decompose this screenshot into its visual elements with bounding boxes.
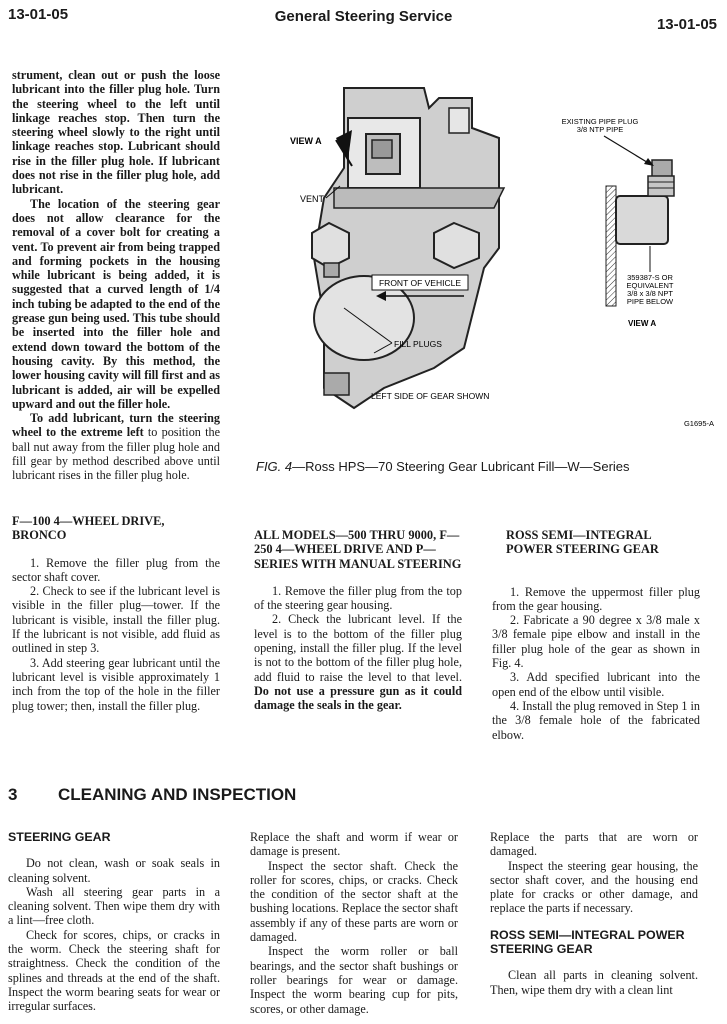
left-side-label: LEFT SIDE OF GEAR SHOWN <box>371 391 490 401</box>
paragraph: Replace the shaft and worm if wear or damage is present. <box>250 830 458 859</box>
steering-gear-heading: STEERING GEAR <box>8 830 111 844</box>
figure-code: G1695-A <box>683 419 714 428</box>
paragraph <box>12 411 220 482</box>
equivalent-label: EQUIVALENT <box>626 281 674 290</box>
npt-label: 3/8 x 3/8 NPT <box>627 289 673 298</box>
all-models-section <box>254 528 462 713</box>
step <box>254 612 462 712</box>
paragraph: Clean all parts in cleaning solvent. Then, wipe them dry with a clean lint <box>490 968 698 997</box>
steering-gear-figure <box>244 68 719 460</box>
step: 1. Remove the filler plug from the top of the steering gear housing. <box>254 583 462 613</box>
cleaning-column-1 <box>8 830 220 1014</box>
paragraph: Inspect the worm roller or ball bearings, and the sector shaft bushings or roller bearings for wear or damage. Inspect the worm bearing cup for pits, scores, or other damage. <box>250 944 458 1016</box>
page-header <box>0 0 727 46</box>
text: 2. Check the lubricant level. If the level is to the bottom of the filler plug opening, install the filler plug. If the level is not to the bottom of the filler plug hole, add fluid to raise the level to that level. <box>254 612 462 684</box>
step: 4. Install the plug removed in Step 1 in the 3/8 female hole of the fabricated elbow. <box>492 698 700 742</box>
figure-number: FIG. 4 <box>256 459 293 474</box>
f100-heading: F—100 4—WHEEL DRIVE, BRONCO <box>12 514 165 543</box>
page-title: General Steering Service <box>274 8 453 25</box>
pipe-below-label: PIPE BELOW <box>626 297 674 306</box>
paragraph: Check for scores, chips, or cracks in the worm. Check the steering shaft for straightness. Check the condition of the splines and threads at the end of the shaft. Inspect the worm bearing seats for wear or irregular surfaces. <box>8 927 220 1014</box>
step: 1. Remove the filler plug from the sector shaft cover. <box>12 555 220 584</box>
part-number-label: 359387-S OR <box>627 273 673 282</box>
section-number: 3 <box>8 785 18 804</box>
cleaning-column-2 <box>250 830 458 1016</box>
ross-heading: ROSS SEMI—INTEGRAL POWER STEERING GEAR <box>506 528 659 557</box>
step: 3. Add specified lubricant into the open end of the elbow until visible. <box>492 670 700 699</box>
front-of-vehicle-label: FRONT OF VEHICLE <box>378 278 462 288</box>
pipe-size-label: 3/8 NTP PIPE <box>576 125 624 134</box>
section-title: CLEANING AND INSPECTION <box>58 785 297 804</box>
view-a-detail-label: VIEW A <box>628 319 657 328</box>
page-number-right: 13-01-05 <box>656 16 717 33</box>
f100-section <box>12 514 220 713</box>
paragraph: Replace the parts that are worn or damaged. <box>490 830 698 859</box>
cleaning-column-3 <box>490 830 698 997</box>
column-1-top <box>12 68 220 483</box>
caption-text: —Ross HPS—70 Steering Gear Lubricant Fill—W—Series <box>292 459 630 474</box>
paragraph: Wash all steering gear parts in a cleaning solvent. Then wipe them dry with a lint—free cloth. <box>8 884 220 928</box>
step: 1. Remove the uppermost filler plug from the gear housing. <box>492 584 700 613</box>
step: 2. Check to see if the lubricant level is visible in the filler plug—tower. If the lubricant is visible, install the filler plug. If the lubricant is not visible, add fluid as outlined in step 3. <box>12 584 220 656</box>
paragraph: Inspect the sector shaft. Check the roller for scores, chips, or cracks. Check the condition of the sector shaft at the bushing locations. Replace the sector shaft assembly if any of these parts are worn or damaged. <box>250 858 458 945</box>
step: 2. Fabricate a 90 degree x 3/8 male x 3/8 female pipe elbow and install in the filler plug hole of the gear as shown in Fig. 4. <box>492 613 700 671</box>
ross-section <box>492 528 700 742</box>
figure-drawing <box>244 68 719 460</box>
bold-text: To add lubricant, turn the steering wheel to the extreme left <box>12 411 220 440</box>
step: 3. Add steering gear lubricant until the lubricant level is visible approximately 1 inch from the top of the hole in the filler plug tower; then, install the filler plug. <box>12 655 220 713</box>
all-models-heading: ALL MODELS—500 THRU 9000, F—250 4—WHEEL DRIVE AND P—SERIES WITH MANUAL STEERING <box>254 528 462 571</box>
paragraph: Do not clean, wash or soak seals in cleaning solvent. <box>8 856 220 885</box>
fill-plugs-label: FILL PLUGS <box>394 339 442 349</box>
warning-text: Do not use a pressure gun as it could damage the seals in the gear. <box>254 683 462 713</box>
view-a-label: VIEW A <box>290 136 322 146</box>
paragraph: The location of the steering gear does not allow clearance for the removal of a cover bolt for creating a vent. To prevent air from being trapped and forming pockets in the housing while lubricant is being added, it is suggested that a curved length of 1/4 inch tubing be adapted to the end of the grease gun being used. This tube should be inserted into the filler hole and extend down toward the bottom of the housing cavity. By this method, the lower housing cavity will fill first and as lubricant is added, air will be expelled upward and out the filler hole. <box>12 196 220 411</box>
paragraph: strument, clean out or push the loose lubricant into the filler plug hole. Turn the steering wheel to the left until linkage reaches stop. Then turn the steering wheel slowly to the right until linkage reaches stop. Lubricant should rise in the filler plug hole. If lubricant does not rise in the filler plug hole, add lubricant. <box>12 68 220 197</box>
section-3-heading <box>8 785 296 805</box>
ross-cleaning-heading: ROSS SEMI—INTEGRAL POWER STEERING GEAR <box>490 927 685 957</box>
vent-label: VENT <box>300 194 325 204</box>
figure-caption <box>256 459 721 474</box>
page-number-left: 13-01-05 <box>8 6 69 23</box>
pipe-plug-label: EXISTING PIPE PLUG <box>561 117 639 126</box>
text: to position the ball nut away from the filler plug hole and fill gear by method described above until lubricant rises in the filler plug hole. <box>12 425 220 483</box>
paragraph: Inspect the steering gear housing, the sector shaft cover, and the housing end plate for cracks or other damage, and replace the parts if necessary. <box>490 858 698 916</box>
